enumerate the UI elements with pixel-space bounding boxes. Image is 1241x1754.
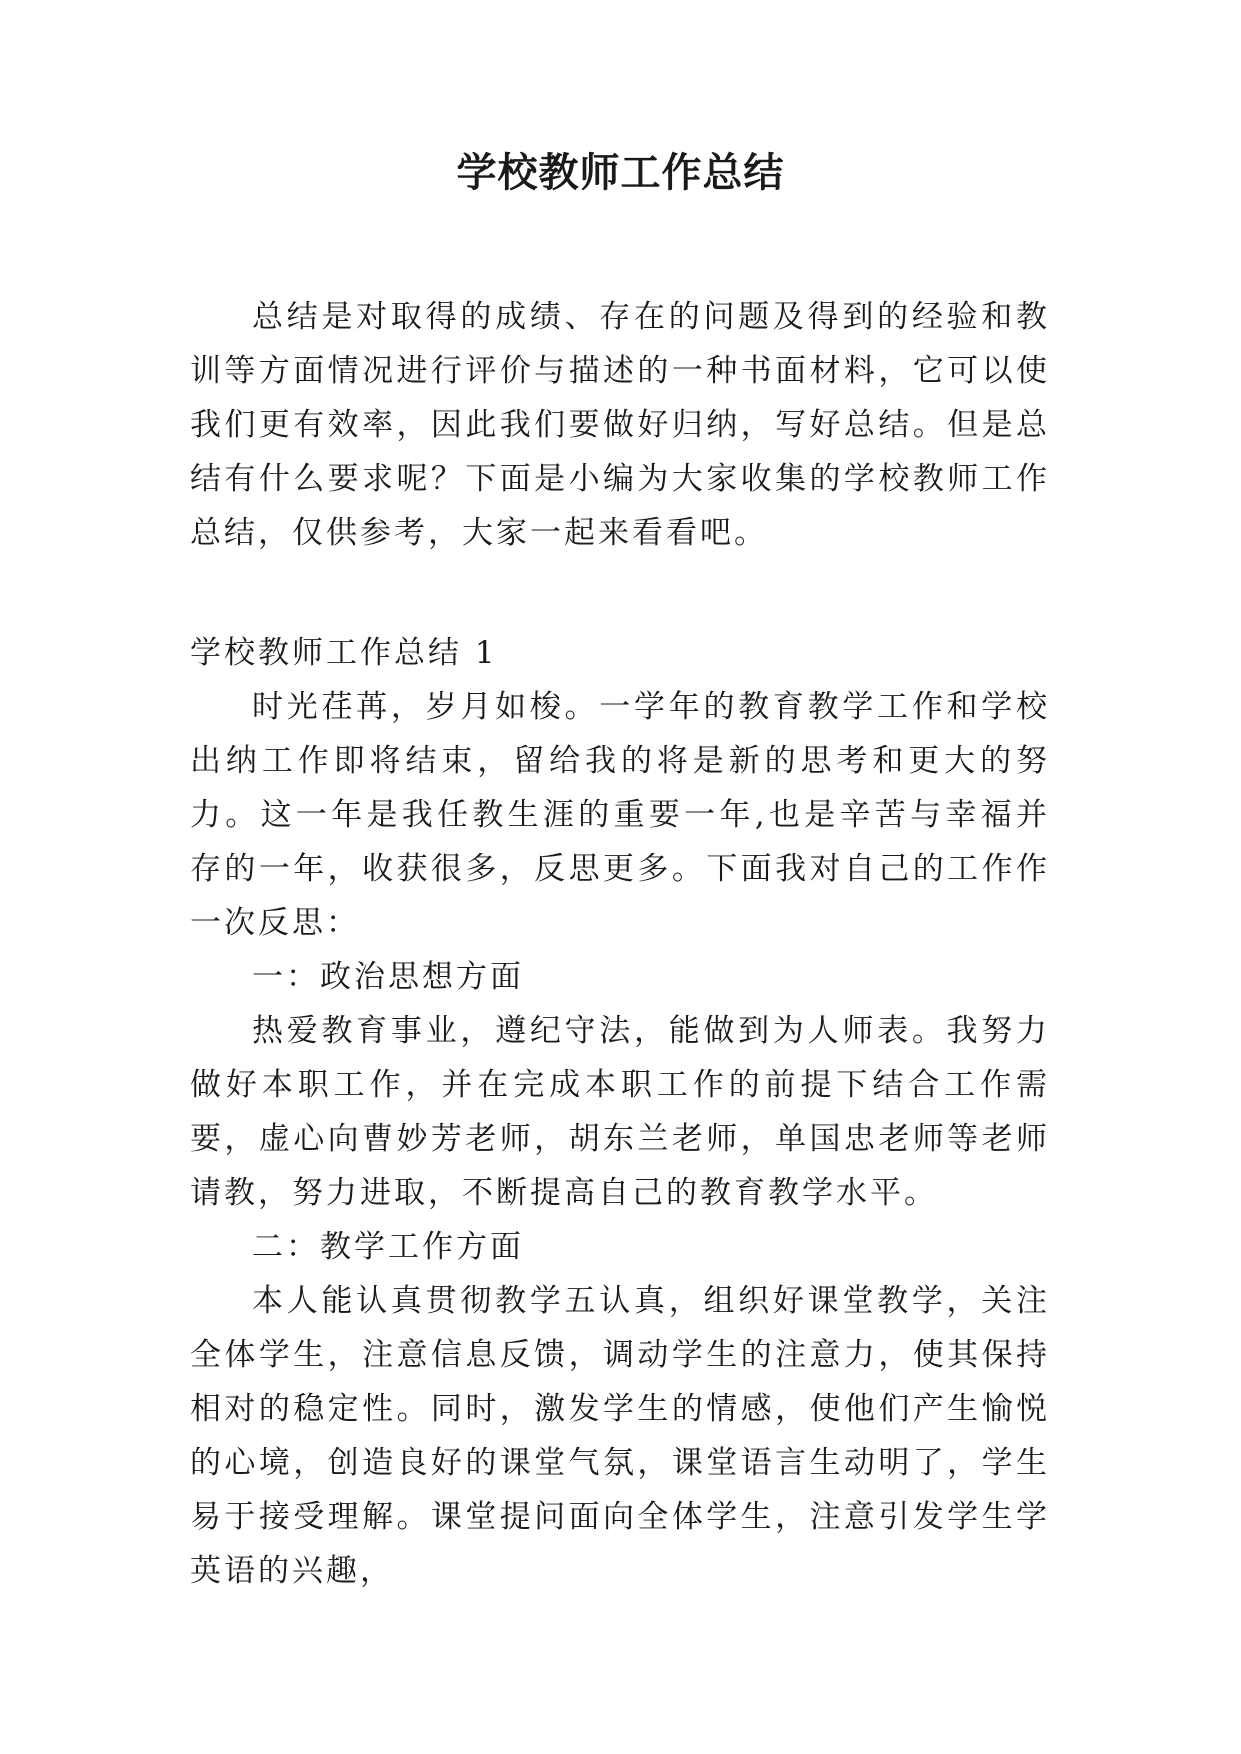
section-title: 学校教师工作总结 1 [190, 635, 498, 671]
intro-paragraph: 总结是对取得的成绩、存在的问题及得到的经验和教训等方面情况进行评价与描述的一种书面材料，它可以使我们更有效率，因此我们要做好归纳，写好总结。但是总结有什么要求呢？下面是小编为大家收集的学校教师工作总结，仅供参考，大家一起来看看吧。 [190, 299, 1050, 551]
body-paragraph: 时光荏苒，岁月如梭。一学年的教育教学工作和学校出纳工作即将结束，留给我的将是新的思考和更大的努力。这一年是我任教生涯的重要一年,也是辛苦与幸福并存的一年，收获很多，反思更多。下面我对自己的工作作一次反思： [190, 689, 1050, 941]
body-paragraph: 本人能认真贯彻教学五认真，组织好课堂教学，关注全体学生，注意信息反馈，调动学生的注意力，使其保持相对的稳定性。同时，激发学生的情感，使他们产生愉悦的心境，创造良好的课堂气氛，课堂语言生动明了，学生易于接受理解。课堂提问面向全体学生，注意引发学生学英语的兴趣， [190, 1283, 1050, 1589]
body-paragraph: 热爱教育事业，遵纪守法，能做到为人师表。我努力做好本职工作，并在完成本职工作的前提下结合工作需要，虚心向曹妙芳老师，胡东兰老师，单国忠老师等老师请教，努力进取，不断提高自己的教育教学水平。 [190, 1013, 1050, 1211]
subheading-teaching: 二：教学工作方面 [252, 1229, 524, 1265]
section-spacer [190, 560, 1050, 626]
document-title: 学校教师工作总结 [456, 149, 785, 196]
document-body [190, 290, 1050, 1598]
subheading-political: 一：政治思想方面 [252, 959, 524, 995]
